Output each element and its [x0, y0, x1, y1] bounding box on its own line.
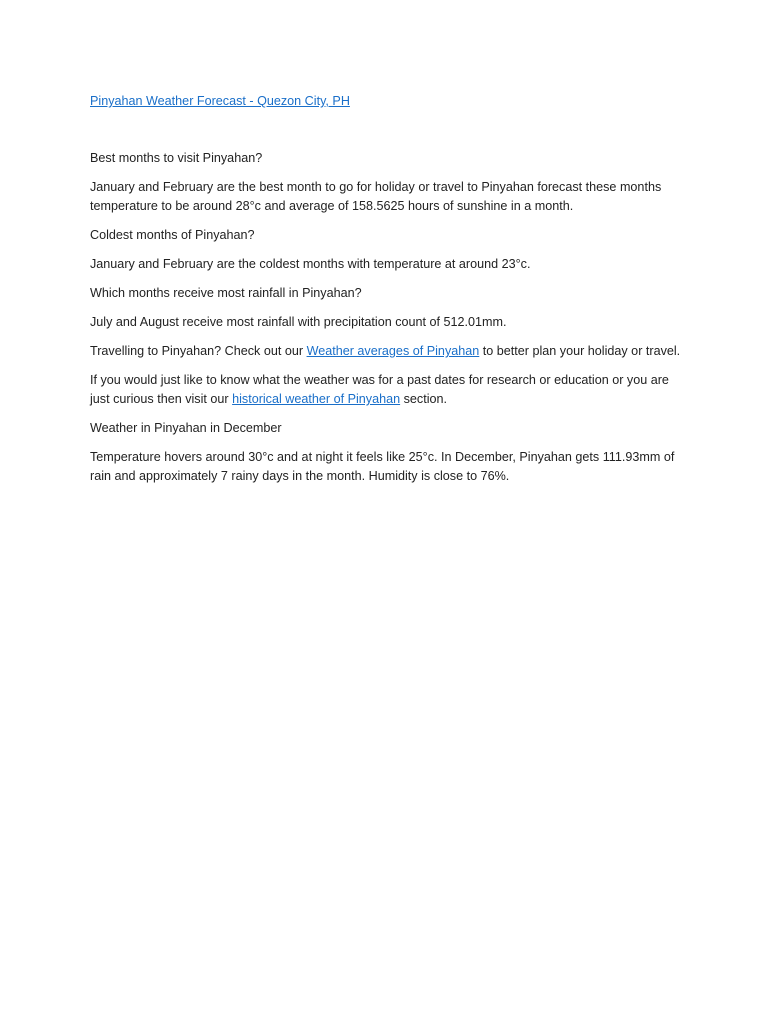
rainfall-answer: July and August receive most rainfall with precipitation count of 512.01mm. [90, 315, 507, 329]
travel-prefix: Travelling to Pinyahan? Check out our [90, 344, 307, 358]
december-text: Temperature hovers around 30°c and at night it feels like 25°c. In December, Pinyahan gets 111.93mm of rain and approximately 7 rainy days in the month. Humidity is close to 76%. [90, 450, 675, 483]
coldest-months-question: Coldest months of Pinyahan? [90, 228, 255, 242]
document-body [90, 92, 682, 496]
history-suffix: section. [400, 392, 448, 406]
travel-paragraph [90, 342, 682, 361]
rainfall-question: Which months receive most rainfall in Pinyahan? [90, 286, 362, 300]
travel-suffix: to better plan your holiday or travel. [479, 344, 681, 358]
history-prefix: If you would just like to know what the weather was for a past dates for research or education or you are just curious then visit our [90, 373, 669, 406]
best-months-answer: January and February are the best month to go for holiday or travel to Pinyahan forecast these months temperature to be around 28°c and average of 158.5625 hours of sunshine in a month. [90, 180, 662, 213]
december-heading: Weather in Pinyahan in December [90, 421, 282, 435]
coldest-months-answer: January and February are the coldest months with temperature at around 23°c. [90, 257, 531, 271]
history-paragraph [90, 371, 682, 409]
best-months-question: Best months to visit Pinyahan? [90, 151, 263, 165]
title-link[interactable]: Pinyahan Weather Forecast - Quezon City, PH [90, 94, 350, 108]
weather-averages-link[interactable]: Weather averages of Pinyahan [306, 344, 480, 358]
historical-weather-link[interactable]: historical weather of Pinyahan [232, 392, 401, 406]
